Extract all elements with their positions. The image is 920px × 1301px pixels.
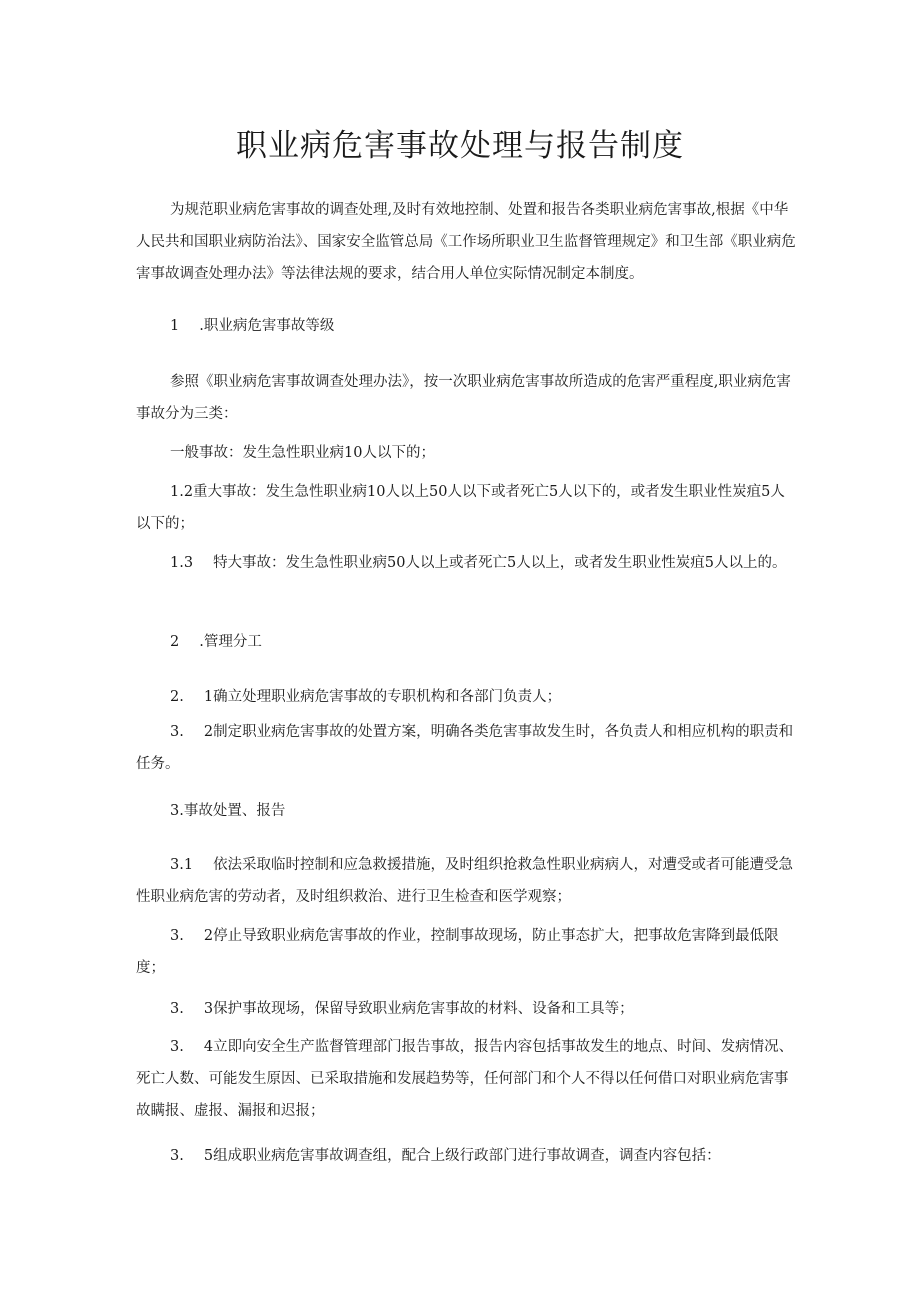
section-3-item-1	[136, 849, 796, 913]
item-number: 3.	[170, 1148, 184, 1164]
document-title: 职业病危害事故处理与报告制度	[236, 128, 684, 164]
item-number: 2.	[170, 689, 184, 705]
section-2-item-2	[136, 716, 796, 780]
section-3-item-3	[136, 993, 796, 1025]
section-1-paragraph-2: 一般事故：发生急性职业病10人以下的；	[170, 445, 435, 461]
item-text: 依法采取临时控制和应急救援措施，及时组织抢救急性职业病病人，对遭受或者可能遭受急性职业病危害的劳动者，及时组织救治、进行卫生检查和医学观察；	[136, 857, 794, 905]
section-1-heading	[136, 310, 796, 342]
section-2-item-1	[136, 681, 796, 713]
section-2-number: 2	[170, 634, 180, 650]
intro-paragraph: 为规范职业病危害事故的调查处理,及时有效地控制、处置和报告各类职业病危害事故,根据《中华人民共和国职业病防治法》、国家安全监管总局《工作场所职业卫生监督管理规定》和卫生部《职业病危害事故调查处理办法》等法律法规的要求，结合用人单位实际情况制定本制度。	[136, 202, 796, 282]
section-1-paragraph-3: 1.2重大事故：发生急性职业病10人以上50人以下或者死亡5人以下的，或者发生职业性炭疽5人以下的；	[136, 484, 785, 532]
item-1-3-number: 1.3	[170, 555, 194, 571]
section-3-item-5	[136, 1140, 796, 1172]
item-text: 5组成职业病危害事故调查组，配合上级行政部门进行事故调查，调查内容包括：	[203, 1148, 721, 1164]
section-1-title: .职业病危害事故等级	[199, 318, 335, 334]
item-number: 3.	[170, 1001, 184, 1017]
section-1-paragraph-4	[136, 547, 796, 579]
item-1-3-text: 特大事故：发生急性职业病50人以上或者死亡5人以上，或者发生职业性炭疽5人以上的。	[213, 555, 787, 571]
item-number: 3.	[170, 928, 184, 944]
item-number: 3.	[170, 724, 184, 740]
section-1-paragraph-1: 参照《职业病危害事故调查处理办法》，按一次职业病危害事故所造成的危害严重程度,职业病危害事故分为三类：	[136, 374, 791, 422]
section-2-heading	[136, 626, 796, 658]
section-3-item-4	[136, 1031, 796, 1127]
item-text: 3保护事故现场，保留导致职业病危害事故的材料、设备和工具等；	[203, 1001, 634, 1017]
section-3-item-2	[136, 920, 796, 984]
section-3-heading: 3.事故处置、报告	[170, 803, 286, 819]
section-2-title: .管理分工	[199, 634, 262, 650]
item-text: 1确立处理职业病危害事故的专职机构和各部门负责人；	[203, 689, 562, 705]
item-text: 4立即向安全生产监督管理部门报告事故，报告内容包括事故发生的地点、时间、发病情况、死亡人数、可能发生原因、已采取措施和发展趋势等，任何部门和个人不得以任何借口对职业病危害事故瞒报、虚报、漏报和迟报；	[136, 1039, 794, 1119]
item-number: 3.	[170, 1039, 184, 1055]
item-text: 2停止导致职业病危害事故的作业，控制事故现场，防止事态扩大，把事故危害降到最低限度；	[136, 928, 779, 976]
section-1-number: 1	[170, 318, 180, 334]
item-text: 2制定职业病危害事故的处置方案，明确各类危害事故发生时，各负责人和相应机构的职责和任务。	[136, 724, 794, 772]
item-number: 3.1	[170, 857, 194, 873]
